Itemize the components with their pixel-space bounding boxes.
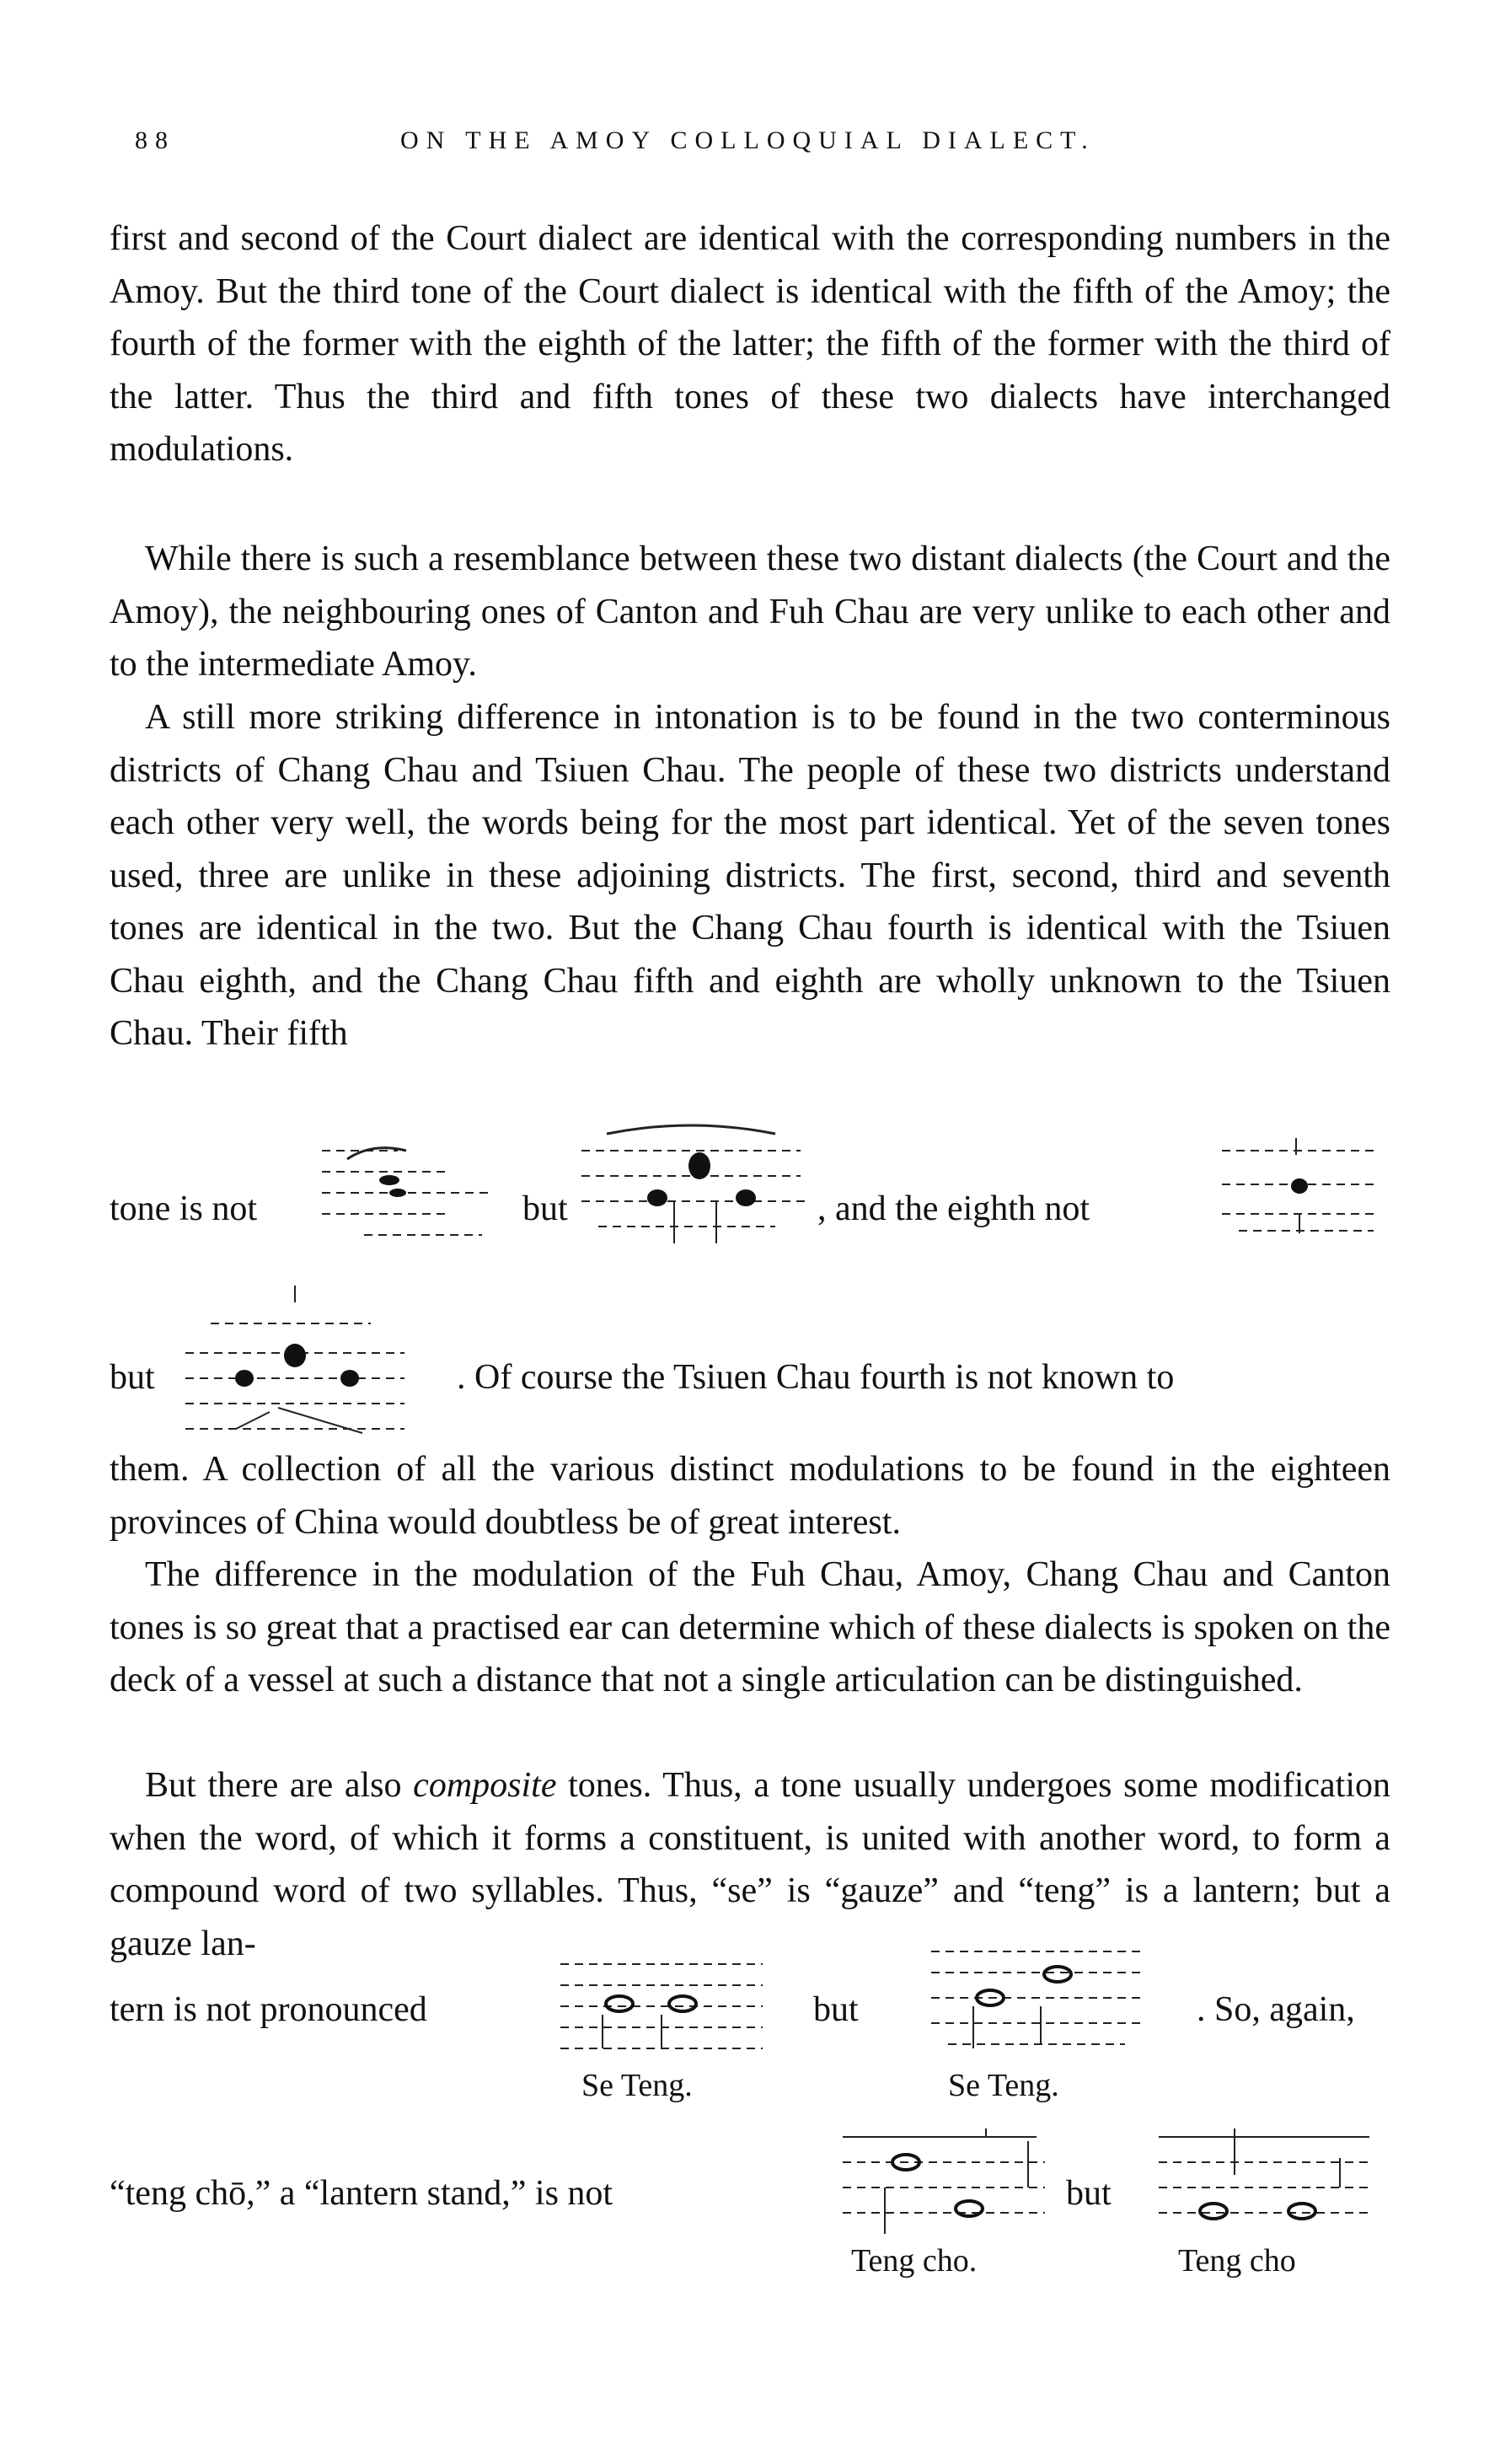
paragraph-collection: them. A collection of all the various distinct modulations to be found in the eighteen provinces of China would doubtless be of great interest.	[110, 1450, 1390, 1542]
running-title: ON THE AMOY COLLOQUIAL DIALECT.	[400, 126, 1096, 154]
inline-text: . So, again,	[1197, 1990, 1355, 2029]
inline-text: tern is not pronounced	[110, 1990, 427, 2029]
inline-text: , and the eighth not	[817, 1189, 1090, 1228]
paragraph-difference: The difference in the modulation of the Fuh Chau, Amoy, Chang Chau and Canton tones is so great that a practised ear can determine which of these dialects is spoken on the deck of a vessel at such a distance that not a single articulation can be distinguished.	[110, 1555, 1390, 1699]
tone-staff-notation	[573, 1117, 817, 1252]
inline-text: “teng chō,” a “lantern stand,” is not	[110, 2174, 613, 2213]
notation-caption: Se Teng.	[581, 2068, 693, 2103]
notation-caption: Teng cho.	[851, 2243, 978, 2279]
notation-caption: Se Teng.	[948, 2068, 1059, 2103]
page-number: 88	[135, 126, 175, 154]
paragraph-text: tones. Thus, a tone usually undergoes some modification when the word, of which it forms a constituent, is united with another word, to form a compound word of two syllables. Thus, “se” is “gauze” and “teng” is a lantern; but a gauze lan-	[110, 1766, 1390, 1963]
inline-text: . Of course the Tsiuen Chau fourth is not known to	[457, 1358, 1175, 1397]
tone-staff-notation	[177, 1281, 413, 1450]
tone-staff-notation	[834, 2124, 1053, 2242]
tone-staff-notation	[1150, 2124, 1378, 2242]
inline-text: but	[522, 1189, 568, 1228]
tone-staff-notation	[1205, 1134, 1390, 1243]
inline-text: but	[813, 1990, 859, 2029]
tone-staff-notation	[923, 1939, 1150, 2065]
italic-term: composite	[413, 1766, 557, 1805]
paragraph-chang-tsiuen: A still more striking difference in intonation is to be found in the two conterminous districts of Chang Chau and Tsiuen Chau. The people of these two districts understand each other very well, the words being for the most part identical. Yet of the seven tones used, three are unlike in these adjoining districts. The first, second, third and seventh tones are identical in the two. But the Chang Chau fourth is identical with the Tsiuen Chau eighth, and the Chang Chau fifth and eighth are wholly unknown to the Tsiuen Chau. Their fifth	[110, 698, 1390, 1053]
notation-caption: Teng cho	[1178, 2243, 1296, 2279]
inline-text: tone is not	[110, 1189, 257, 1228]
paragraph-text: But there are also	[145, 1766, 414, 1805]
inline-text: but	[110, 1358, 155, 1397]
tone-staff-notation	[313, 1138, 499, 1248]
running-header	[135, 126, 1382, 160]
paragraph-composite-tones	[110, 1759, 1390, 1970]
inline-text: but	[1066, 2174, 1112, 2213]
paragraph-canton-fuhchau: While there is such a resemblance between these two distant dialects (the Court and the Amoy), the neighbouring ones of Canton and Fuh Chau are very unlike to each other and to the intermediate Amoy.	[110, 540, 1390, 684]
paragraph-court-dialect: first and second of the Court dialect are identical with the corresponding numbers in the Amoy. But the third tone of the Court dialect is identical with the fifth of the Amoy; the fourth of the former with the eighth of the latter; the fifth of the former with the third of the latter. Thus the third and fifth tones of these two dialects have interchanged modulations.	[110, 219, 1390, 469]
tone-staff-notation	[552, 1956, 771, 2065]
